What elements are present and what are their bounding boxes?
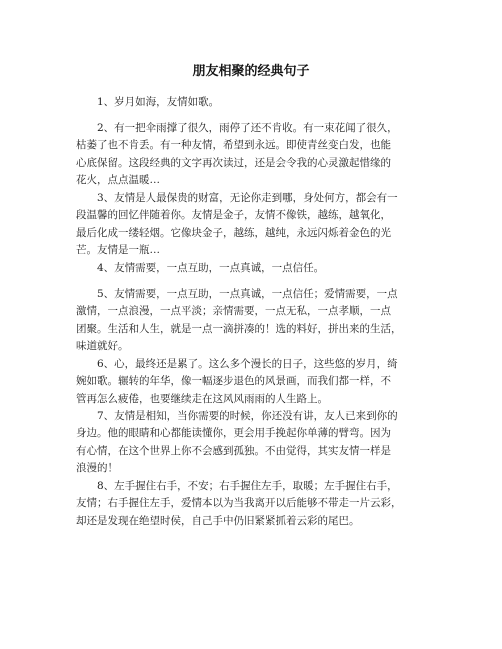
paragraph-4 (76, 260, 436, 277)
text-line: 却还是发现在绝望时侯，自己手中仍旧紧紧抓着云彩的尾巴。 (76, 514, 360, 527)
document-title: 朋友相聚的经典句子 (192, 64, 310, 79)
text-line: 8、左手握住右手，不安；右手握住左手，取暖；左手握住右手， (97, 480, 398, 492)
text-line: 4、友情需要，一点互助，一点真诚，一点信任。 (97, 262, 325, 274)
paragraph-1 (76, 94, 436, 111)
text-line: 2、有一把伞雨撑了很久，雨停了还不肯收。有一束花闻了很久， (97, 122, 398, 134)
text-line: 芒。友情是一瓶… (76, 244, 160, 257)
paragraph-6 (76, 356, 436, 408)
text-line: 婉如歌。辗转的年华，像一幅逐步退色的风景画，而我们都一样，不 (76, 375, 391, 388)
text-line: 1、岁月如海，友情如歌。 (97, 96, 220, 108)
paragraph-2 (76, 120, 436, 190)
text-line: 心底保留。这段经典的文字再次读过，还是会令我的心灵激起惜缘的 (76, 156, 391, 169)
text-line: 味道就好。 (76, 340, 129, 353)
paragraph-7 (76, 408, 436, 478)
text-line: 段温馨的回忆伴随着你。友情是金子，友情不像铁，越练，越氧化， (76, 209, 391, 222)
text-line: 浪漫的！ (76, 462, 118, 475)
text-line: 花火，点点温暖… (76, 174, 160, 187)
text-line: 管再怎么疲倦，也要继续走在这风风雨雨的人生路上。 (76, 392, 328, 405)
text-line: 枯萎了也不肯丢。有一种友情，希望到永远。即使青丝变白发，也能 (76, 139, 391, 152)
text-line: 友情；右手握住左手，爱情本以为当我离开以后能够不带走一片云彩， (76, 497, 402, 510)
text-line: 5、友情需要，一点互助，一点真诚，一点信任；爱情需要，一点 (97, 288, 398, 300)
text-line: 有心情，在这个世界上你不会感到孤独。不由觉得，其实友情一样是 (76, 444, 391, 457)
text-line: 6、心，最终还是累了。这么多个漫长的日子，这些悠的岁月，绮 (97, 358, 398, 370)
text-line: 最后化成一缕轻烟。它像块金子，越练，越纯，永远闪烁着金色的光 (76, 226, 391, 239)
text-line: 团聚。生活和人生，就是一点一滴拼凑的！选的料好，拼出来的生活， (76, 322, 402, 335)
text-line: 3、友情是人最保贵的财富，无论你走到哪，身处何方，都会有一 (97, 192, 398, 204)
paragraph-3 (76, 190, 436, 260)
text-line: 激情，一点浪漫，一点平淡；亲情需要，一点无私，一点孝顺，一点 (76, 305, 391, 318)
paragraph-8 (76, 478, 436, 530)
paragraph-5 (76, 286, 436, 356)
text-line: 7、友情是相知，当你需要的时候，你还没有讲，友人已来到你的 (97, 410, 398, 422)
text-line: 身边。他的眼睛和心都能读懂你，更会用手挽起你单薄的臂弯。因为 (76, 427, 391, 440)
